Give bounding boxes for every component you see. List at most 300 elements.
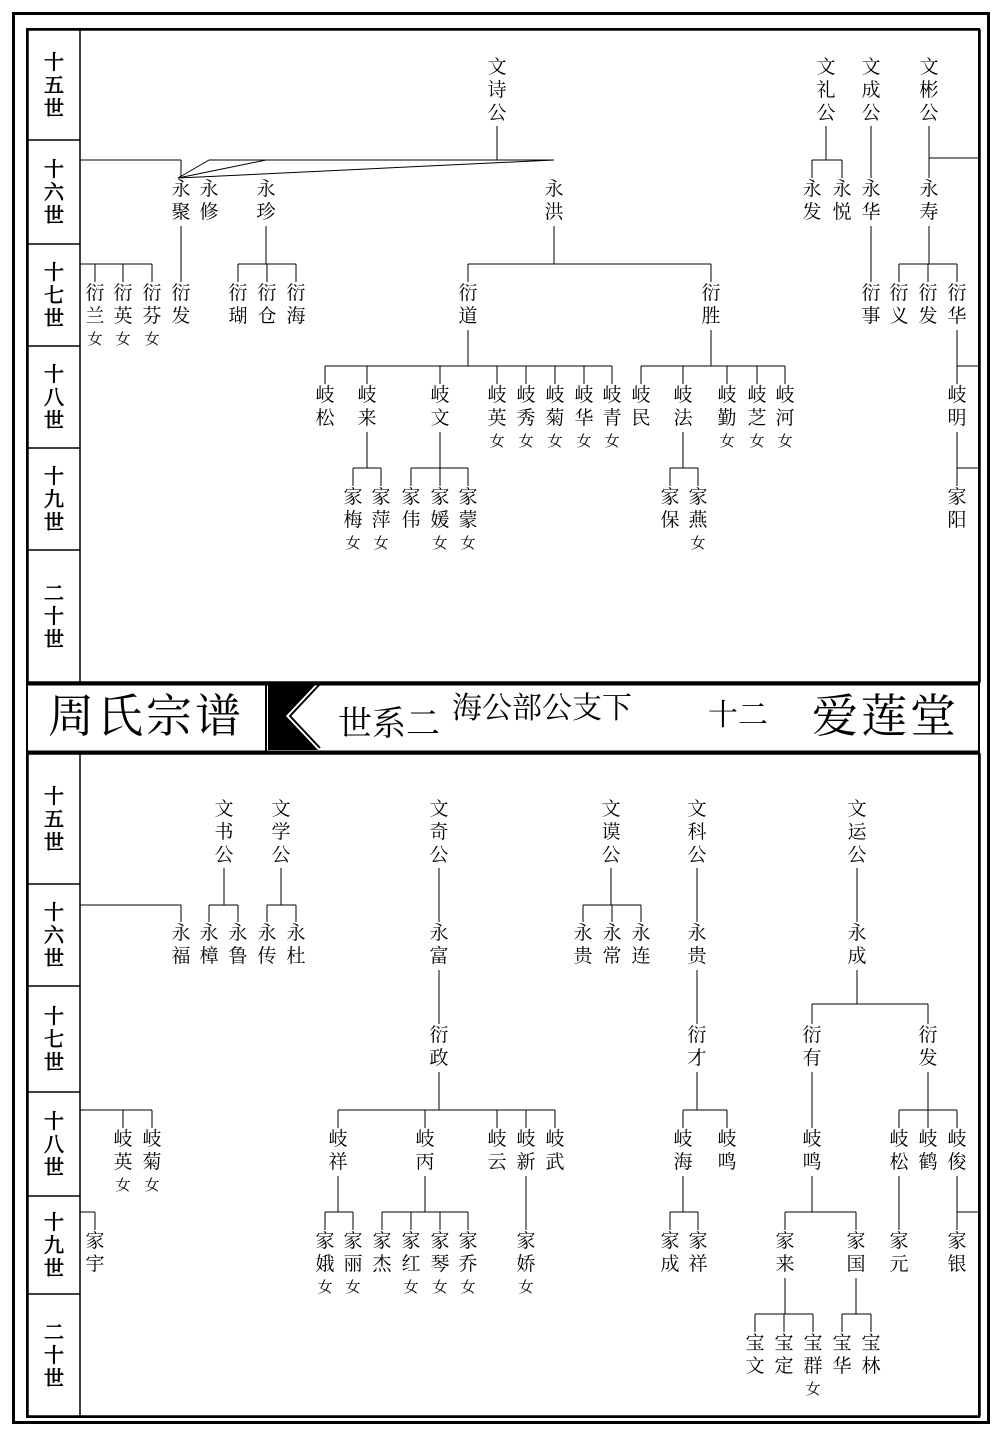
person-name-char: 福 — [171, 945, 191, 967]
person-name-char: 岐 — [315, 384, 335, 406]
person-name-char: 家 — [343, 486, 363, 508]
person-node — [671, 1128, 695, 1174]
person-name-char: 文 — [429, 798, 449, 820]
person-node — [456, 1230, 480, 1298]
person-name-char: 政 — [429, 1047, 449, 1069]
female-tag: 女 — [518, 432, 534, 450]
person-name-char: 公 — [919, 102, 939, 124]
person-name-char: 有 — [802, 1047, 822, 1069]
person-node — [83, 1230, 107, 1276]
person-node — [542, 178, 566, 224]
person-name-char: 鹤 — [918, 1151, 938, 1173]
female-tag: 女 — [604, 432, 620, 450]
person-node — [456, 282, 480, 328]
person-name-char: 祥 — [328, 1151, 348, 1173]
female-tag: 女 — [345, 534, 361, 552]
person-name-char: 岐 — [775, 384, 795, 406]
person-name-char: 衍 — [429, 1024, 449, 1046]
person-name-char: 永 — [602, 922, 622, 944]
person-name-char: 丙 — [415, 1151, 435, 1173]
person-node — [772, 1332, 796, 1378]
person-name-char: 娥 — [315, 1253, 335, 1275]
hall-name: 爱莲堂 — [812, 689, 959, 743]
person-node — [800, 178, 824, 224]
person-name-char: 岐 — [487, 384, 507, 406]
person-name-char: 国 — [846, 1253, 866, 1275]
person-name-char: 岐 — [717, 384, 737, 406]
person-node — [658, 1230, 682, 1276]
person-name-char: 丽 — [343, 1253, 363, 1275]
person-name-char: 宝 — [803, 1332, 823, 1354]
female-tag: 女 — [805, 1380, 821, 1398]
person-name-char: 衍 — [458, 282, 478, 304]
person-node — [658, 486, 682, 532]
person-name-char: 兰 — [85, 305, 105, 327]
person-node — [514, 1128, 538, 1174]
person-name-char: 永 — [832, 178, 852, 200]
person-name-char: 岐 — [602, 384, 622, 406]
person-node — [111, 282, 135, 350]
person-name-char: 松 — [889, 1151, 909, 1173]
person-node — [313, 384, 337, 430]
person-name-char: 贵 — [687, 945, 707, 967]
person-name-char: 衍 — [802, 1024, 822, 1046]
person-name-char: 银 — [947, 1253, 967, 1275]
person-name-char: 岐 — [545, 1128, 565, 1150]
person-name-char: 珍 — [256, 201, 276, 223]
person-name-char: 公 — [601, 844, 621, 866]
person-name-char: 菊 — [545, 407, 565, 429]
person-name-char: 林 — [861, 1355, 881, 1377]
person-name-char: 娇 — [516, 1253, 536, 1275]
person-name-char: 芝 — [747, 407, 767, 429]
person-node — [572, 384, 596, 452]
person-node — [514, 1230, 538, 1298]
person-name-char: 岐 — [430, 384, 450, 406]
person-name-char: 宝 — [774, 1332, 794, 1354]
female-tag: 女 — [87, 330, 103, 348]
person-name-char: 道 — [458, 305, 478, 327]
person-name-char: 成 — [847, 945, 867, 967]
female-tag: 女 — [144, 1176, 160, 1194]
person-node — [197, 178, 221, 224]
person-name-char: 樟 — [199, 945, 219, 967]
person-name-char: 文 — [919, 56, 939, 78]
person-name-char: 文 — [847, 798, 867, 820]
person-name-char: 文 — [687, 798, 707, 820]
person-name-char: 永 — [861, 178, 881, 200]
person-name-char: 岐 — [516, 1128, 536, 1150]
person-name-char: 乔 — [458, 1253, 478, 1275]
person-node — [685, 1024, 709, 1070]
person-name-char: 岐 — [802, 1128, 822, 1150]
female-tag: 女 — [460, 1278, 476, 1296]
female-tag: 女 — [345, 1278, 361, 1296]
person-node — [945, 1128, 969, 1174]
person-name-char: 岐 — [328, 1128, 348, 1150]
person-name-char: 岐 — [357, 384, 377, 406]
generation-label: 十 九 世 — [44, 463, 64, 534]
generation-label: 十 八 世 — [44, 1108, 64, 1179]
person-node — [169, 282, 193, 328]
person-name-char: 民 — [631, 407, 651, 429]
branch-label: 海公部公支下 — [452, 691, 632, 726]
person-name-char: 永 — [286, 922, 306, 944]
person-node — [917, 56, 941, 125]
person-name-char: 发 — [918, 1047, 938, 1069]
person-name-char: 悦 — [832, 201, 852, 223]
person-node — [427, 922, 451, 968]
person-name-char: 岐 — [113, 1128, 133, 1150]
person-name-char: 衍 — [918, 1024, 938, 1046]
person-node — [226, 282, 250, 328]
person-node — [169, 178, 193, 224]
female-tag: 女 — [749, 432, 765, 450]
person-name-char: 文 — [745, 1355, 765, 1377]
person-name-char: 华 — [832, 1355, 852, 1377]
person-name-char: 贵 — [573, 945, 593, 967]
person-name-char: 鲁 — [228, 945, 248, 967]
person-name-char: 衍 — [687, 1024, 707, 1046]
person-name-char: 文 — [487, 56, 507, 78]
person-node — [629, 384, 653, 430]
tree-connector — [178, 160, 266, 178]
person-name-char: 芬 — [142, 305, 162, 327]
person-name-char: 发 — [171, 305, 191, 327]
person-name-char: 永 — [199, 922, 219, 944]
female-tag: 女 — [432, 534, 448, 552]
female-tag: 女 — [518, 1278, 534, 1296]
female-tag: 女 — [690, 534, 706, 552]
person-name-char: 永 — [573, 922, 593, 944]
person-name-char: 岐 — [947, 1128, 967, 1150]
person-node — [485, 56, 509, 125]
person-name-char: 家 — [889, 1230, 909, 1252]
person-name-char: 永 — [257, 922, 277, 944]
person-name-char: 连 — [631, 945, 651, 967]
person-node — [427, 1024, 451, 1070]
person-name-char: 青 — [602, 407, 622, 429]
person-node — [916, 1128, 940, 1174]
person-name-char: 家 — [947, 1230, 967, 1252]
person-name-char: 事 — [861, 305, 881, 327]
generation-label: 二 十 世 — [44, 1319, 64, 1390]
person-name-char: 岐 — [415, 1128, 435, 1150]
person-name-char: 永 — [631, 922, 651, 944]
person-name-char: 永 — [228, 922, 248, 944]
person-name-char: 家 — [430, 486, 450, 508]
person-name-char: 岐 — [889, 1128, 909, 1150]
person-node — [845, 798, 869, 867]
person-name-char: 衍 — [918, 282, 938, 304]
person-name-char: 永 — [919, 178, 939, 200]
person-node — [111, 1128, 135, 1196]
person-name-char: 元 — [889, 1253, 909, 1275]
person-node — [773, 1230, 797, 1276]
person-name-char: 家 — [343, 1230, 363, 1252]
person-name-char: 伟 — [401, 509, 421, 531]
person-name-char: 衍 — [889, 282, 909, 304]
person-name-char: 公 — [861, 102, 881, 124]
person-name-char: 书 — [214, 821, 234, 843]
person-name-char: 仓 — [257, 305, 277, 327]
person-name-char: 宝 — [861, 1332, 881, 1354]
person-node — [543, 1128, 567, 1174]
female-tag: 女 — [373, 534, 389, 552]
person-node — [370, 1230, 394, 1276]
person-name-char: 红 — [401, 1253, 421, 1275]
person-node — [845, 922, 869, 968]
person-name-char: 武 — [545, 1151, 565, 1173]
person-name-char: 来 — [357, 407, 377, 429]
person-node — [326, 1128, 350, 1174]
person-name-char: 永 — [847, 922, 867, 944]
person-node — [686, 486, 710, 554]
person-name-char: 阳 — [947, 509, 967, 531]
person-name-char: 萍 — [371, 509, 391, 531]
person-node — [269, 798, 293, 867]
person-node — [830, 1332, 854, 1378]
person-name-char: 衍 — [85, 282, 105, 304]
person-node — [212, 798, 236, 867]
generation-label: 十 六 世 — [44, 899, 64, 970]
person-name-char: 鸣 — [717, 1151, 737, 1173]
person-node — [859, 56, 883, 125]
person-node — [945, 1230, 969, 1276]
person-name-char: 文 — [214, 798, 234, 820]
female-tag: 女 — [144, 330, 160, 348]
person-name-char: 礼 — [816, 79, 836, 101]
person-name-char: 永 — [199, 178, 219, 200]
person-name-char: 科 — [687, 821, 707, 843]
person-node — [844, 1230, 868, 1276]
generation-label: 十 八 世 — [44, 361, 64, 432]
person-name-char: 学 — [271, 821, 291, 843]
person-node — [456, 486, 480, 554]
person-name-char: 松 — [315, 407, 335, 429]
person-name-char: 公 — [487, 102, 507, 124]
person-name-char: 家 — [430, 1230, 450, 1252]
person-node — [313, 1230, 337, 1298]
person-name-char: 鸣 — [802, 1151, 822, 1173]
person-name-char: 诗 — [487, 79, 507, 101]
person-name-char: 修 — [199, 201, 219, 223]
person-node — [514, 384, 538, 452]
tree-connector — [178, 160, 554, 178]
person-node — [428, 1230, 452, 1298]
person-node — [571, 922, 595, 968]
person-node — [715, 384, 739, 452]
person-name-char: 家 — [85, 1230, 105, 1252]
person-node — [83, 282, 107, 350]
person-node — [859, 282, 883, 328]
person-name-char: 明 — [947, 407, 967, 429]
person-name-char: 蒙 — [458, 509, 478, 531]
person-node — [916, 282, 940, 328]
person-name-char: 衍 — [228, 282, 248, 304]
person-name-char: 衍 — [113, 282, 133, 304]
person-name-char: 传 — [257, 945, 277, 967]
person-name-char: 洪 — [544, 201, 564, 223]
person-node — [600, 922, 624, 968]
person-node — [945, 384, 969, 430]
person-name-char: 英 — [487, 407, 507, 429]
person-node — [341, 1230, 365, 1298]
female-tag: 女 — [719, 432, 735, 450]
person-node — [355, 384, 379, 430]
person-name-char: 海 — [286, 305, 306, 327]
person-name-char: 文 — [816, 56, 836, 78]
person-name-char: 新 — [516, 1151, 536, 1173]
person-name-char: 运 — [847, 821, 867, 843]
person-name-char: 英 — [113, 305, 133, 327]
person-name-char: 家 — [947, 486, 967, 508]
person-node — [916, 1024, 940, 1070]
person-node — [543, 384, 567, 452]
person-node — [226, 922, 250, 968]
person-name-char: 海 — [673, 1151, 693, 1173]
person-node — [917, 178, 941, 224]
person-node — [428, 486, 452, 554]
female-tag: 女 — [547, 432, 563, 450]
person-name-char: 秀 — [516, 407, 536, 429]
person-name-char: 永 — [802, 178, 822, 200]
person-name-char: 河 — [775, 407, 795, 429]
person-name-char: 家 — [775, 1230, 795, 1252]
person-name-char: 衍 — [947, 282, 967, 304]
person-name-char: 媛 — [430, 509, 450, 531]
person-name-char: 公 — [214, 844, 234, 866]
person-node — [800, 1024, 824, 1070]
person-node — [399, 1230, 423, 1298]
person-name-char: 瑚 — [228, 305, 248, 327]
person-name-char: 岐 — [574, 384, 594, 406]
person-name-char: 家 — [371, 486, 391, 508]
person-node — [629, 922, 653, 968]
person-node — [599, 798, 623, 867]
band-arrow-icon — [268, 682, 324, 750]
female-tag: 女 — [576, 432, 592, 450]
person-name-char: 文 — [271, 798, 291, 820]
person-name-char: 彬 — [919, 79, 939, 101]
person-name-char: 衍 — [142, 282, 162, 304]
person-name-char: 奇 — [429, 821, 449, 843]
person-node — [773, 384, 797, 452]
person-node — [413, 1128, 437, 1174]
person-name-char: 岐 — [673, 384, 693, 406]
person-name-char: 衍 — [257, 282, 277, 304]
person-name-char: 永 — [687, 922, 707, 944]
book-title: 周氏宗谱 — [48, 689, 244, 743]
person-node — [140, 282, 164, 350]
person-name-char: 才 — [687, 1047, 707, 1069]
person-name-char: 岐 — [747, 384, 767, 406]
person-name-char: 岐 — [142, 1128, 162, 1150]
person-node — [284, 282, 308, 328]
person-node — [485, 384, 509, 452]
person-node — [341, 486, 365, 554]
person-name-char: 宇 — [85, 1253, 105, 1275]
person-name-char: 义 — [889, 305, 909, 327]
person-name-char: 俊 — [947, 1151, 967, 1173]
person-node — [859, 178, 883, 224]
person-node — [945, 486, 969, 532]
person-name-char: 家 — [401, 1230, 421, 1252]
person-name-char: 聚 — [171, 201, 191, 223]
person-name-char: 成 — [861, 79, 881, 101]
person-name-char: 胜 — [701, 305, 721, 327]
generation-label: 二 十 世 — [44, 580, 64, 651]
female-tag: 女 — [460, 534, 476, 552]
person-node — [685, 798, 709, 867]
person-name-char: 公 — [429, 844, 449, 866]
person-name-char: 宝 — [832, 1332, 852, 1354]
person-node — [715, 1128, 739, 1174]
person-name-char: 岐 — [516, 384, 536, 406]
person-name-char: 家 — [401, 486, 421, 508]
female-tag: 女 — [403, 1278, 419, 1296]
person-node — [745, 384, 769, 452]
female-tag: 女 — [432, 1278, 448, 1296]
person-name-char: 永 — [429, 922, 449, 944]
person-node — [399, 486, 423, 532]
person-name-char: 群 — [803, 1355, 823, 1377]
person-node — [197, 922, 221, 968]
person-name-char: 永 — [171, 922, 191, 944]
person-node — [887, 1230, 911, 1276]
person-node — [427, 798, 451, 867]
person-name-char: 岐 — [918, 1128, 938, 1150]
generation-label: 十 五 世 — [44, 783, 64, 854]
person-name-char: 梅 — [343, 509, 363, 531]
person-name-char: 华 — [861, 201, 881, 223]
person-name-char: 家 — [516, 1230, 536, 1252]
person-name-char: 家 — [660, 486, 680, 508]
female-tag: 女 — [115, 330, 131, 348]
person-node — [685, 922, 709, 968]
person-name-char: 华 — [947, 305, 967, 327]
generation-label: 十 五 世 — [44, 49, 64, 120]
person-name-char: 永 — [256, 178, 276, 200]
female-tag: 女 — [777, 432, 793, 450]
person-name-char: 富 — [429, 945, 449, 967]
generation-label: 十 七 世 — [44, 259, 64, 330]
female-tag: 女 — [115, 1176, 131, 1194]
person-node — [255, 282, 279, 328]
person-name-char: 衍 — [861, 282, 881, 304]
person-name-char: 家 — [660, 1230, 680, 1252]
person-name-char: 家 — [458, 486, 478, 508]
person-name-char: 法 — [673, 407, 693, 429]
person-name-char: 岐 — [717, 1128, 737, 1150]
person-name-char: 家 — [688, 1230, 708, 1252]
female-tag: 女 — [317, 1278, 333, 1296]
person-name-char: 公 — [271, 844, 291, 866]
person-name-char: 公 — [847, 844, 867, 866]
person-name-char: 定 — [774, 1355, 794, 1377]
person-name-char: 祥 — [688, 1253, 708, 1275]
person-name-char: 发 — [802, 201, 822, 223]
person-name-char: 琴 — [430, 1253, 450, 1275]
person-node — [284, 922, 308, 968]
page-number: 十二 — [708, 698, 768, 733]
person-name-char: 杰 — [372, 1253, 392, 1275]
section-label: 世系二 — [338, 704, 440, 744]
person-name-char: 发 — [918, 305, 938, 327]
person-name-char: 英 — [113, 1151, 133, 1173]
person-name-char: 岐 — [631, 384, 651, 406]
person-name-char: 保 — [660, 509, 680, 531]
